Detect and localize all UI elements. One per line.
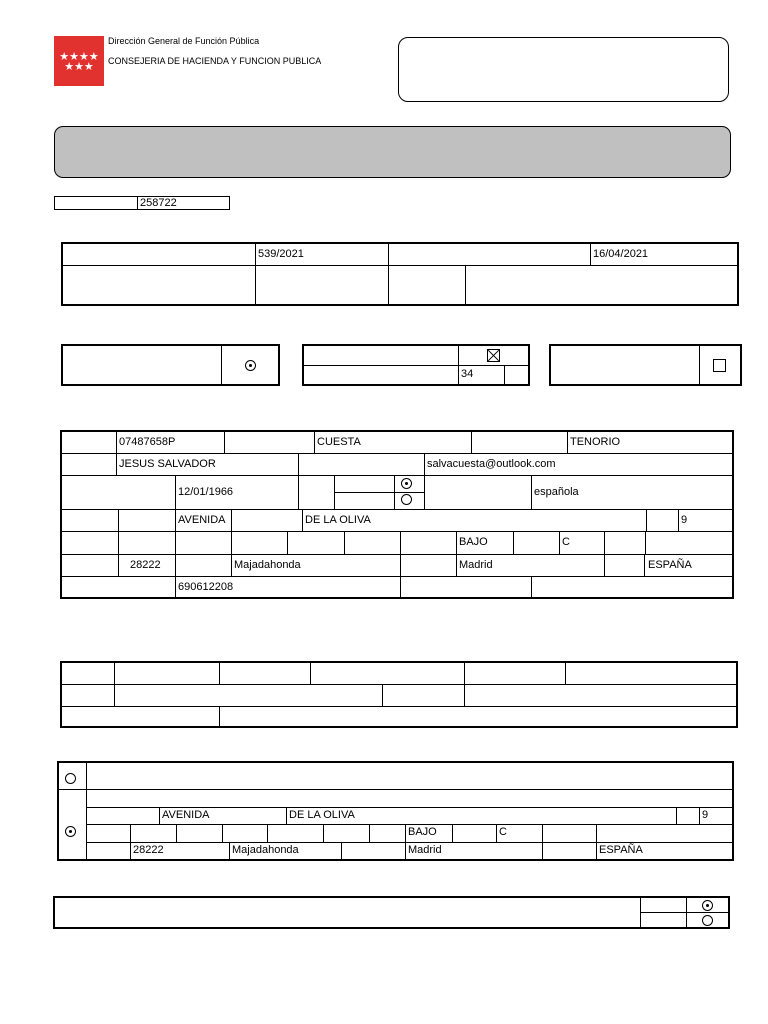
floor-value: BAJO xyxy=(459,536,488,548)
city-value: Majadahonda xyxy=(234,559,301,571)
notif-floor: BAJO xyxy=(408,826,437,838)
option-2-value: 34 xyxy=(461,368,474,380)
notif-country: ESPAÑA xyxy=(599,844,643,856)
notif-province: Madrid xyxy=(408,844,442,856)
logo-stars-bottom: ★★★ xyxy=(64,61,94,73)
consent-box xyxy=(53,896,730,929)
reference-number: 258722 xyxy=(140,197,177,209)
expediente-table xyxy=(61,242,739,306)
logo-stars-top: ★★★★ xyxy=(59,51,99,63)
notification-option-2-radio[interactable] xyxy=(65,826,76,837)
notif-door: C xyxy=(499,826,507,838)
street-name-value: DE LA OLIVA xyxy=(305,514,371,526)
name-value: JESUS SALVADOR xyxy=(119,458,216,470)
consent-yes-radio[interactable] xyxy=(702,900,713,911)
street-number-value: 9 xyxy=(681,514,688,526)
notification-table xyxy=(57,761,734,861)
applicant-table xyxy=(60,430,734,599)
street-type-value: AVENIDA xyxy=(178,514,226,526)
option-3-checkbox[interactable] xyxy=(713,359,726,372)
expediente-number: 539/2021 xyxy=(258,248,304,260)
form-title-banner xyxy=(54,126,731,178)
option-box-3 xyxy=(549,344,742,386)
option-2-checkbox[interactable] xyxy=(487,349,500,362)
sex-radio-2[interactable] xyxy=(401,494,412,505)
option-box-1 xyxy=(61,344,280,386)
surname1-value: CUESTA xyxy=(317,436,361,448)
phone-value: 690612208 xyxy=(178,581,234,593)
birth-date-value: 12/01/1966 xyxy=(178,486,234,498)
option-1-radio[interactable] xyxy=(245,360,256,371)
community-logo xyxy=(54,36,104,86)
province-value: Madrid xyxy=(459,559,493,571)
consent-no-radio[interactable] xyxy=(702,915,713,926)
expediente-date: 16/04/2021 xyxy=(593,248,649,260)
email-value: salvacuesta@outlook.com xyxy=(427,458,556,470)
reference-field[interactable] xyxy=(54,196,230,210)
country-value: ESPAÑA xyxy=(648,559,692,571)
representative-table xyxy=(60,661,738,728)
org-department: CONSEJERIA DE HACIENDA Y FUNCION PUBLICA xyxy=(108,56,322,66)
notif-city: Majadahonda xyxy=(232,844,299,856)
dni-value: 07487658P xyxy=(119,436,176,448)
postal-code-value: 28222 xyxy=(130,559,161,571)
sex-radio-1[interactable] xyxy=(401,478,412,489)
nationality-value: española xyxy=(534,486,579,498)
notif-street-number: 9 xyxy=(702,809,709,821)
door-value: C xyxy=(562,536,570,548)
org-name: Dirección General de Función Pública xyxy=(108,36,260,46)
notification-option-1-radio[interactable] xyxy=(65,773,76,784)
notif-street-type: AVENIDA xyxy=(162,809,210,821)
registry-stamp-box xyxy=(398,37,729,102)
surname2-value: TENORIO xyxy=(570,436,621,448)
notif-postal-code: 28222 xyxy=(133,844,164,856)
notif-street-name: DE LA OLIVA xyxy=(289,809,355,821)
option-box-2 xyxy=(302,344,530,386)
